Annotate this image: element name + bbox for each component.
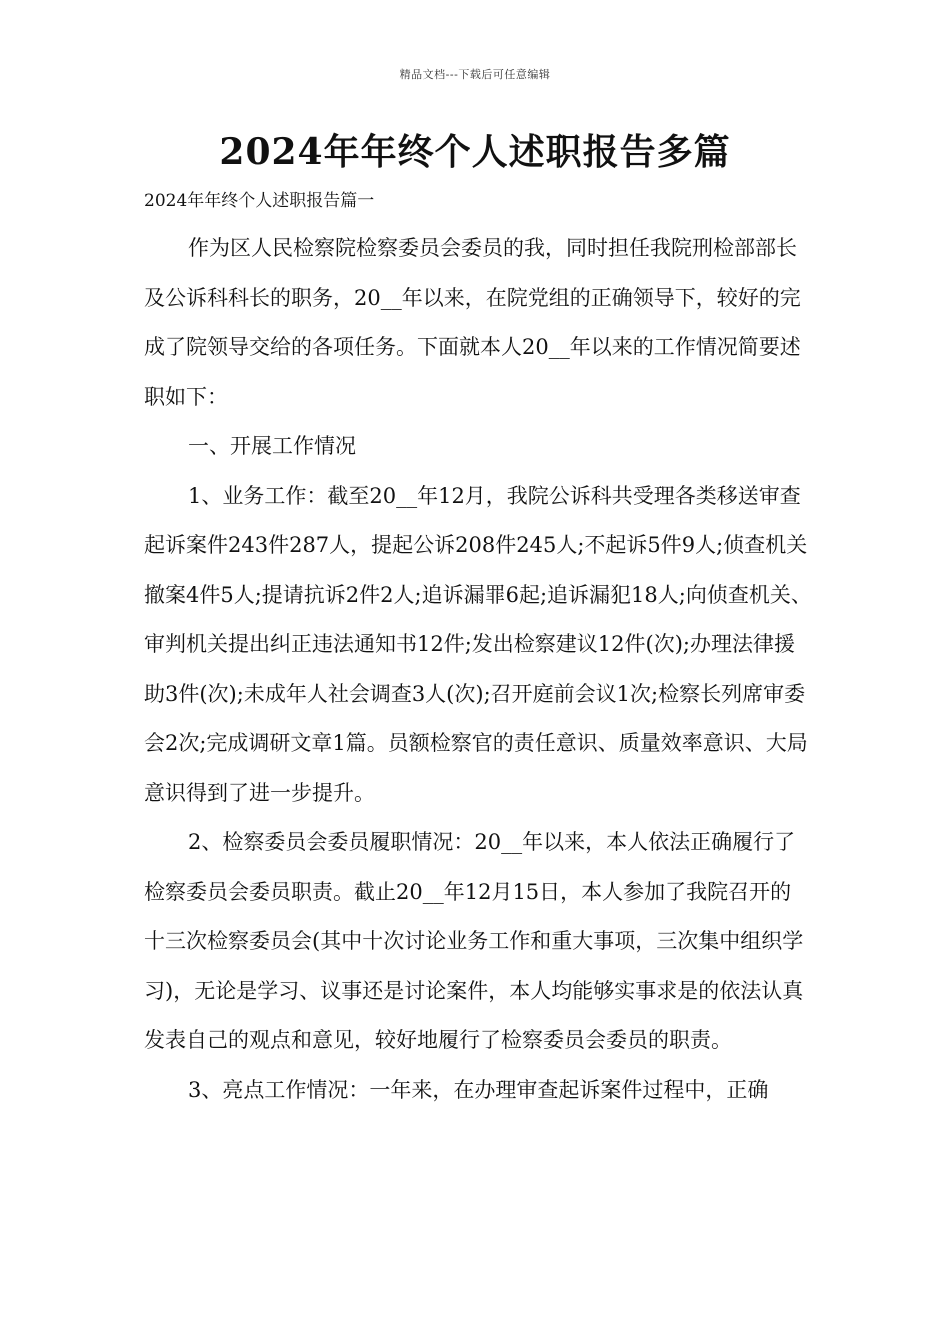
paragraph-committee-duty: 2、检察委员会委员履职情况：20__年以来，本人依法正确履行了检察委员会委员职责。截止20__年12月15日，本人参加了我院召开的十三次检察委员会(其中十次讨论业务工作和重大事项，三次集中组织学习)，无论是学习、议事还是讨论案件，本人均能够实事求是的依法认真发表自己的观点和意见，较好地履行了检察委员会委员的职责。 — [144, 830, 804, 1052]
document-body — [144, 178, 812, 1115]
paragraph-highlights: 3、亮点工作情况：一年来，在办理审查起诉案件过程中，正确 — [188, 1077, 769, 1102]
paragraph-business-work: 1、业务工作：截至20__年12月，我院公诉科共受理各类移送审查起诉案件243件287人，提起公诉208件245人;不起诉5件9人;侦查机关撤案4件5人;提请抗诉2件2人;追诉漏罪6起;追诉漏犯18人;向侦查机关、审判机关提出纠正违法通知书12件;发出检察建议12件(次);办理法律援助3件(次);未成年人社会调查3人(次);召开庭前会议1次;检察长列席审委会2次;完成调研文章1篇。员额检察官的责任意识、质量效率意识、大局意识得到了进一步提升。 — [144, 483, 812, 805]
section-heading-work: 一、开展工作情况 — [188, 434, 356, 458]
header-note: 精品文档---下载后可任意编辑 — [399, 68, 551, 81]
section-subtitle: 2024年年终个人述职报告篇一 — [144, 191, 375, 211]
paragraph-intro: 作为区人民检察院检察委员会委员的我，同时担任我院刑检部部长及公诉科科长的职务，20__年以来，在院党组的正确领导下，较好的完成了院领导交给的各项任务。下面就本人20__年以来的工作情况简要述职如下： — [144, 236, 801, 409]
document-title: 2024年年终个人述职报告多篇 — [219, 131, 731, 173]
